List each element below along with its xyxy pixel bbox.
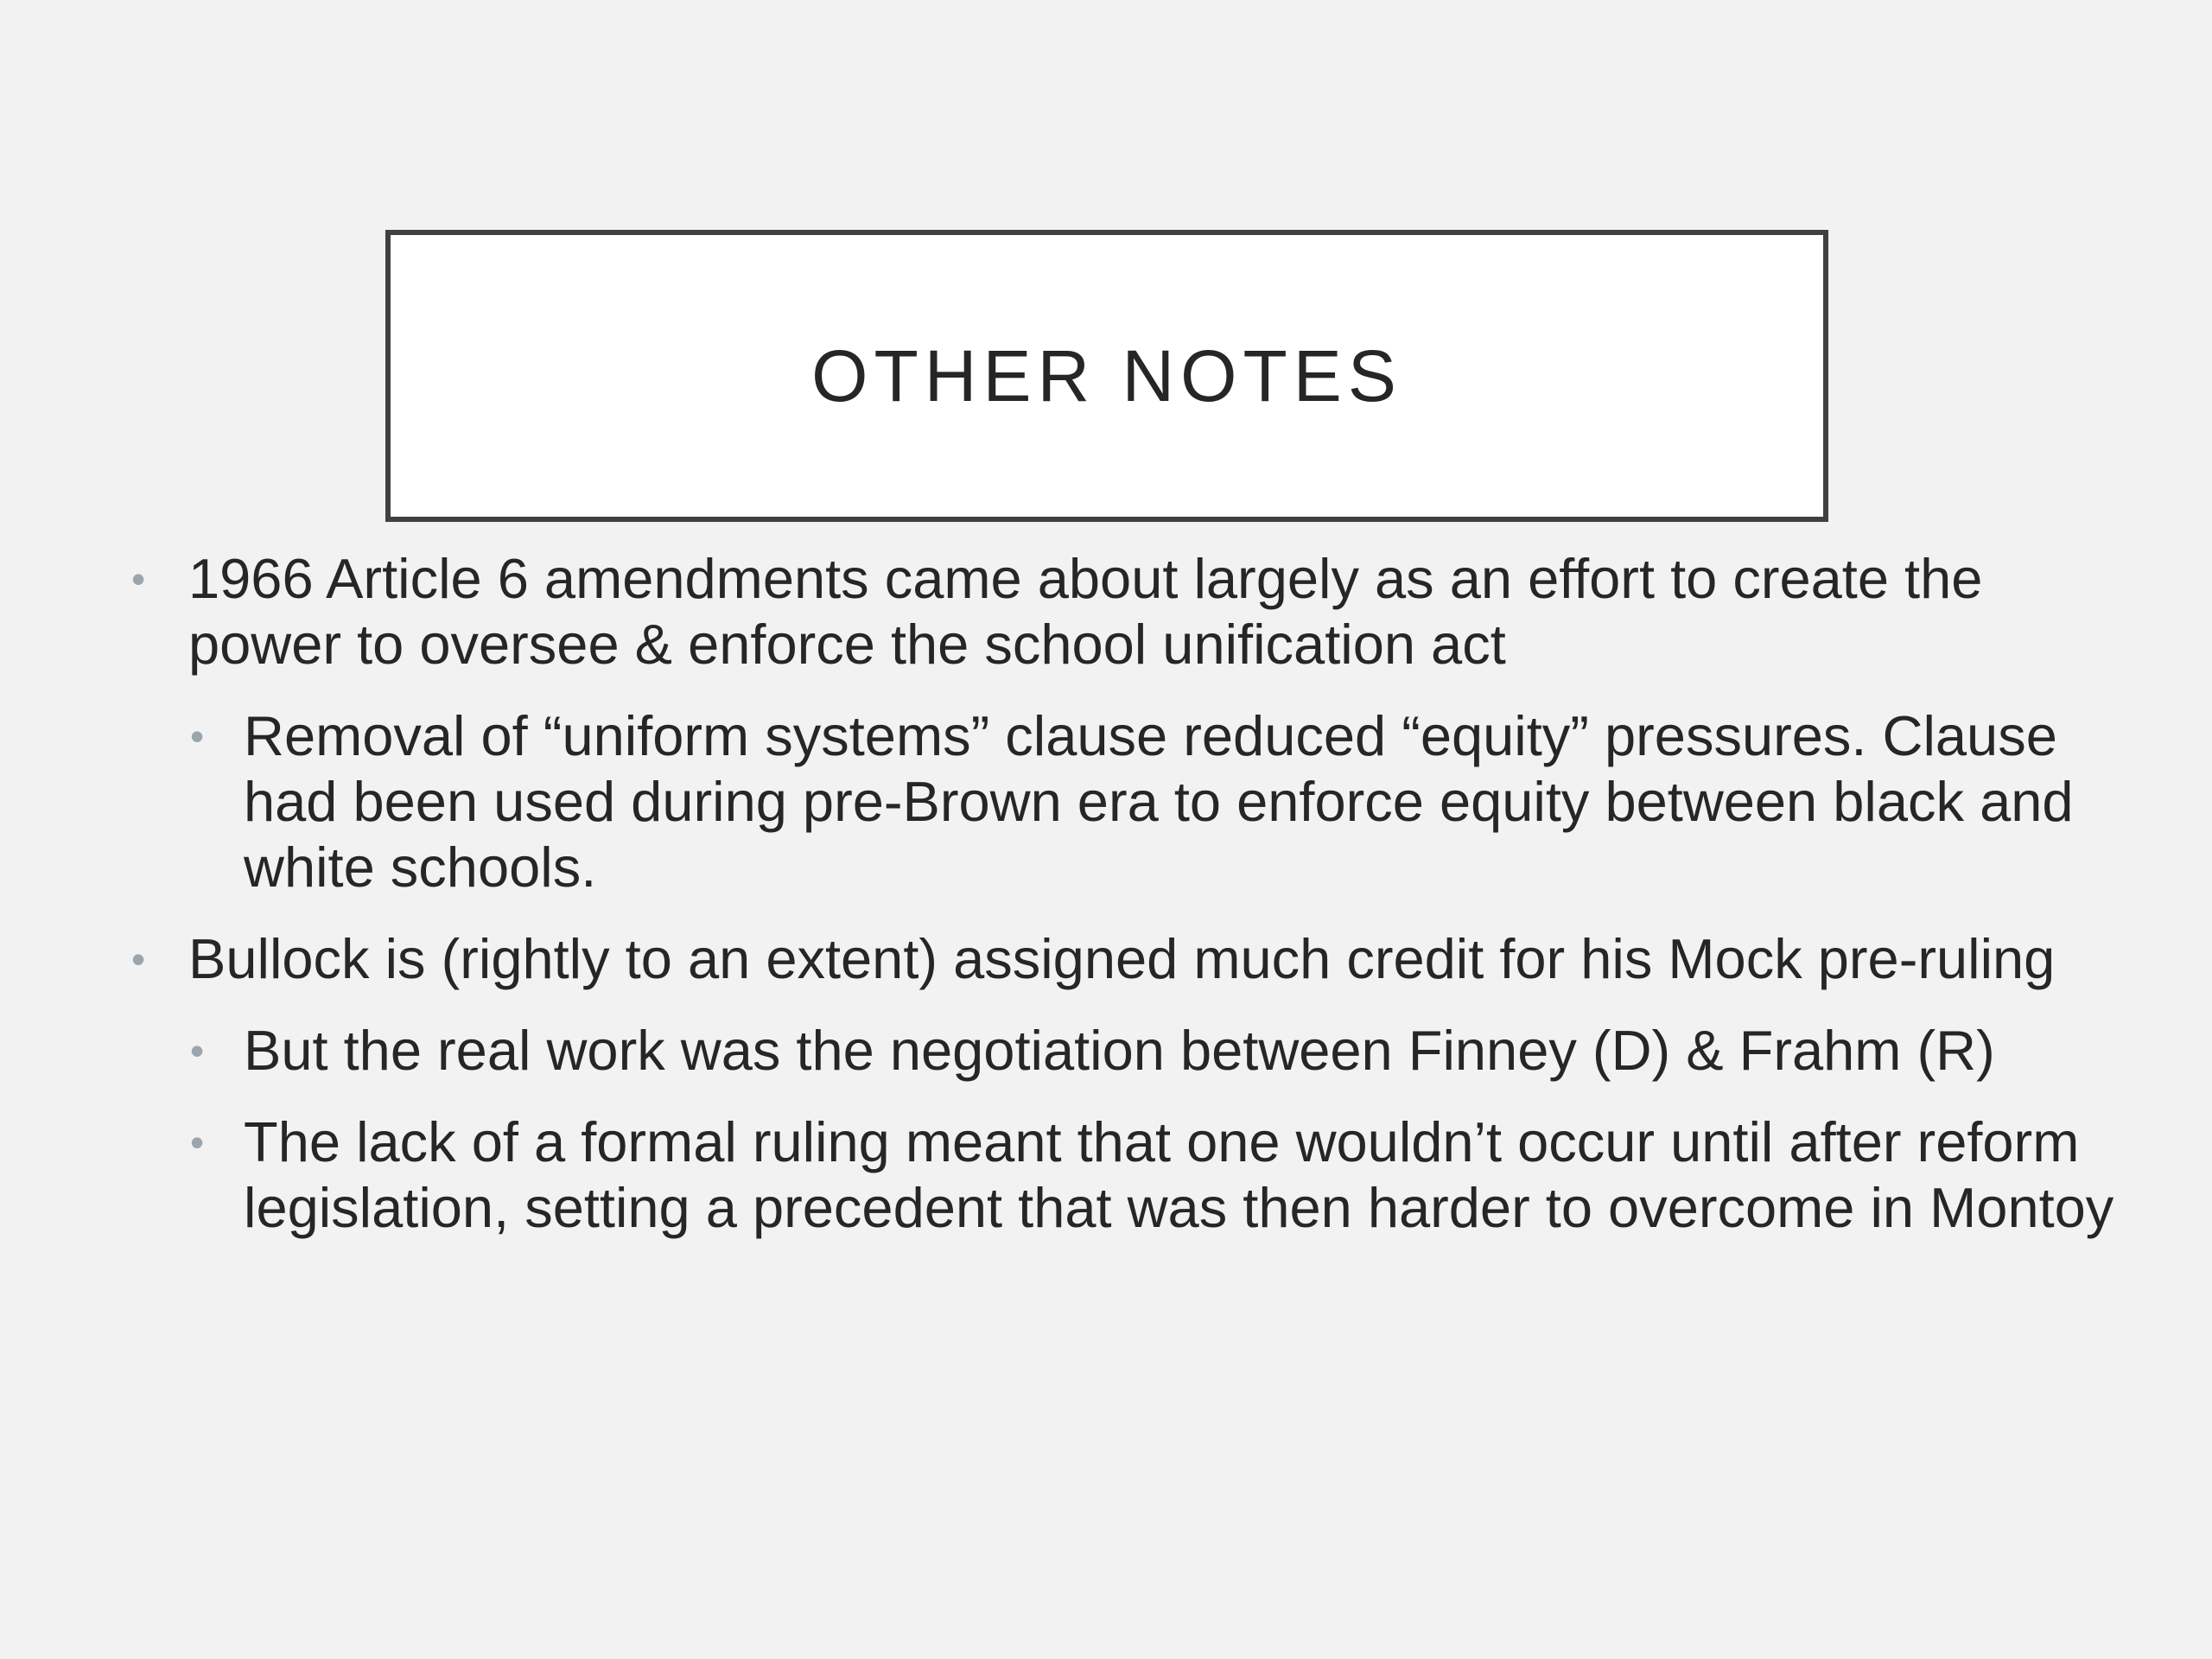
slide-title: OTHER NOTES bbox=[811, 334, 1402, 416]
bullet-text: But the real work was the negotiation between Finney (D) & Frahm (R) bbox=[244, 1019, 1995, 1082]
bullet-text: Bullock is (rightly to an extent) assigned much credit for his Mock pre-ruling bbox=[188, 927, 2056, 990]
bullet-text: The lack of a formal ruling meant that one wouldn’t occur until after reform legislation, setting a precedent that was then harder to overcome in Montoy bbox=[244, 1110, 2114, 1239]
sub-bullet-item bbox=[131, 1109, 2119, 1241]
title-box bbox=[385, 230, 1828, 522]
bullet-text: 1966 Article 6 amendments came about largely as an effort to create the power to oversee & enforce the school unification act bbox=[188, 547, 1983, 676]
bullet-text: Removal of “uniform systems” clause reduced “equity” pressures. Clause had been used during pre-Brown era to enforce equity between black and white schools. bbox=[244, 704, 2074, 899]
bullet-list bbox=[131, 546, 2119, 1241]
sub-bullet-item bbox=[131, 703, 2119, 900]
bullet-icon: • bbox=[131, 556, 146, 601]
bullet-item bbox=[131, 926, 2119, 992]
bullet-icon: • bbox=[190, 1028, 205, 1073]
bullet-icon: • bbox=[131, 937, 146, 982]
bullet-item bbox=[131, 546, 2119, 677]
bullet-icon: • bbox=[190, 714, 205, 759]
bullet-icon: • bbox=[190, 1120, 205, 1165]
sub-bullet-item bbox=[131, 1018, 2119, 1084]
